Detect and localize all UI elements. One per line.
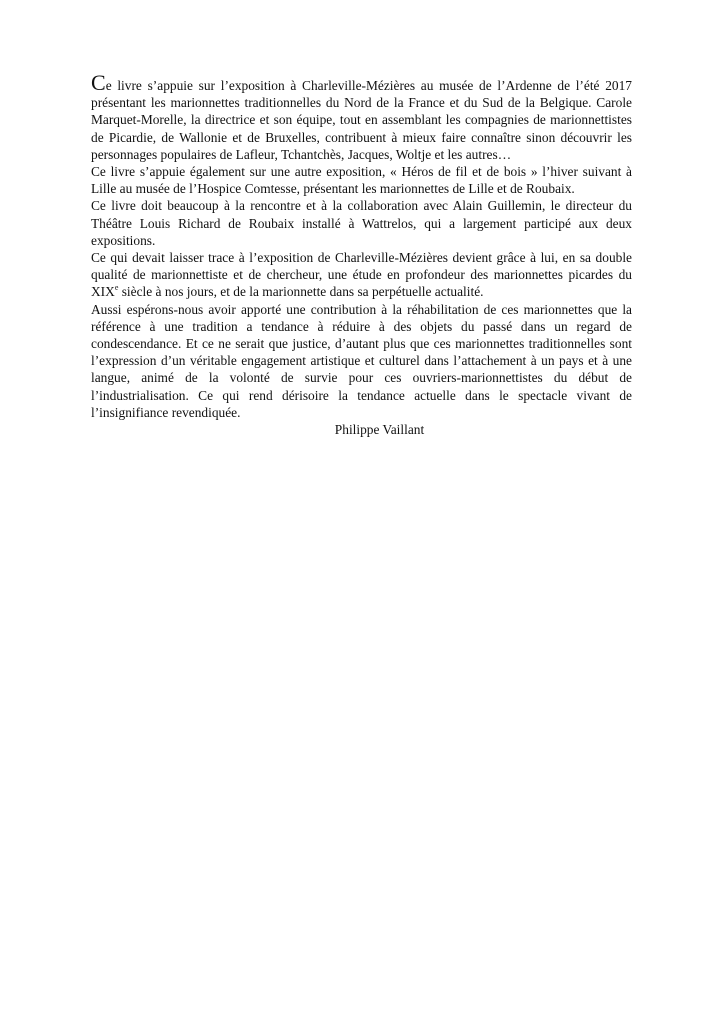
paragraph-study-text-after: siècle à nos jours, et de la marionnette dans sa perpétuelle actualité.	[118, 284, 484, 300]
paragraph-study-text-before: Ce qui devait laisser trace à l’exposition de Charleville-Mézières devient grâce à lui, en sa double qualité de marionnettiste et de chercheur, une étude en profondeur des marionnettes picardes du XIX	[91, 250, 632, 300]
paragraph-acknowledgement: Ce livre doit beaucoup à la rencontre et à la collaboration avec Alain Guillemin, le directeur du Théâtre Louis Richard de Roubaix installé à Wattrelos, qui a largement participé aux deux expositions.	[91, 198, 632, 248]
paragraph-study	[91, 249, 632, 301]
document-body	[91, 70, 632, 438]
author-signature: Philippe Vaillant	[334, 422, 425, 438]
paragraph-second-exhibition: Ce livre s’appuie également sur une autre exposition, « Héros de fil et de bois » l’hiver suivant à Lille au musée de l’Hospice Comtesse, présentant les marionnettes de Lille et de Roubaix.	[91, 164, 632, 197]
paragraph-intro-text: e livre s’appuie sur l’exposition à Charleville-Mézières au musée de l’Ardenne de l’été 2017 présentant les marionnettes traditionnelles du Nord de la France et du Sud de la Belgique. Carole Marquet-Morelle, la directrice et son équipe, tout en assemblant les compagnies de marionnettistes de Picardie, de Wallonie et de Bruxelles, contribuent à mieux faire connaître sinon découvrir les personnages populaires de Lafleur, Tchantchès, Jacques, Woltje et les autres…	[91, 78, 632, 162]
paragraph-conclusion: Aussi espérons-nous avoir apporté une contribution à la réhabilitation de ces marionnettes que la référence à une tradition a tendance à réduire à des objets du passé dans un regard de condescendance. Et ce ne serait que justice, d’autant plus que ces marionnettes traditionnelles sont l’expression d’un véritable engagement artistique et culturel dans l’attachement à un pays et à une langue, animé de la volonté de survie pour ces ouvriers-marionnettistes du début de l’industrialisation. Ce qui rend dérisoire la tendance actuelle dans le spectacle vivant de l’insignifiance revendiquée.	[91, 301, 632, 420]
century-superscript: e	[114, 283, 119, 293]
drop-cap-initial: C	[91, 70, 106, 95]
paragraph-intro	[91, 70, 632, 163]
